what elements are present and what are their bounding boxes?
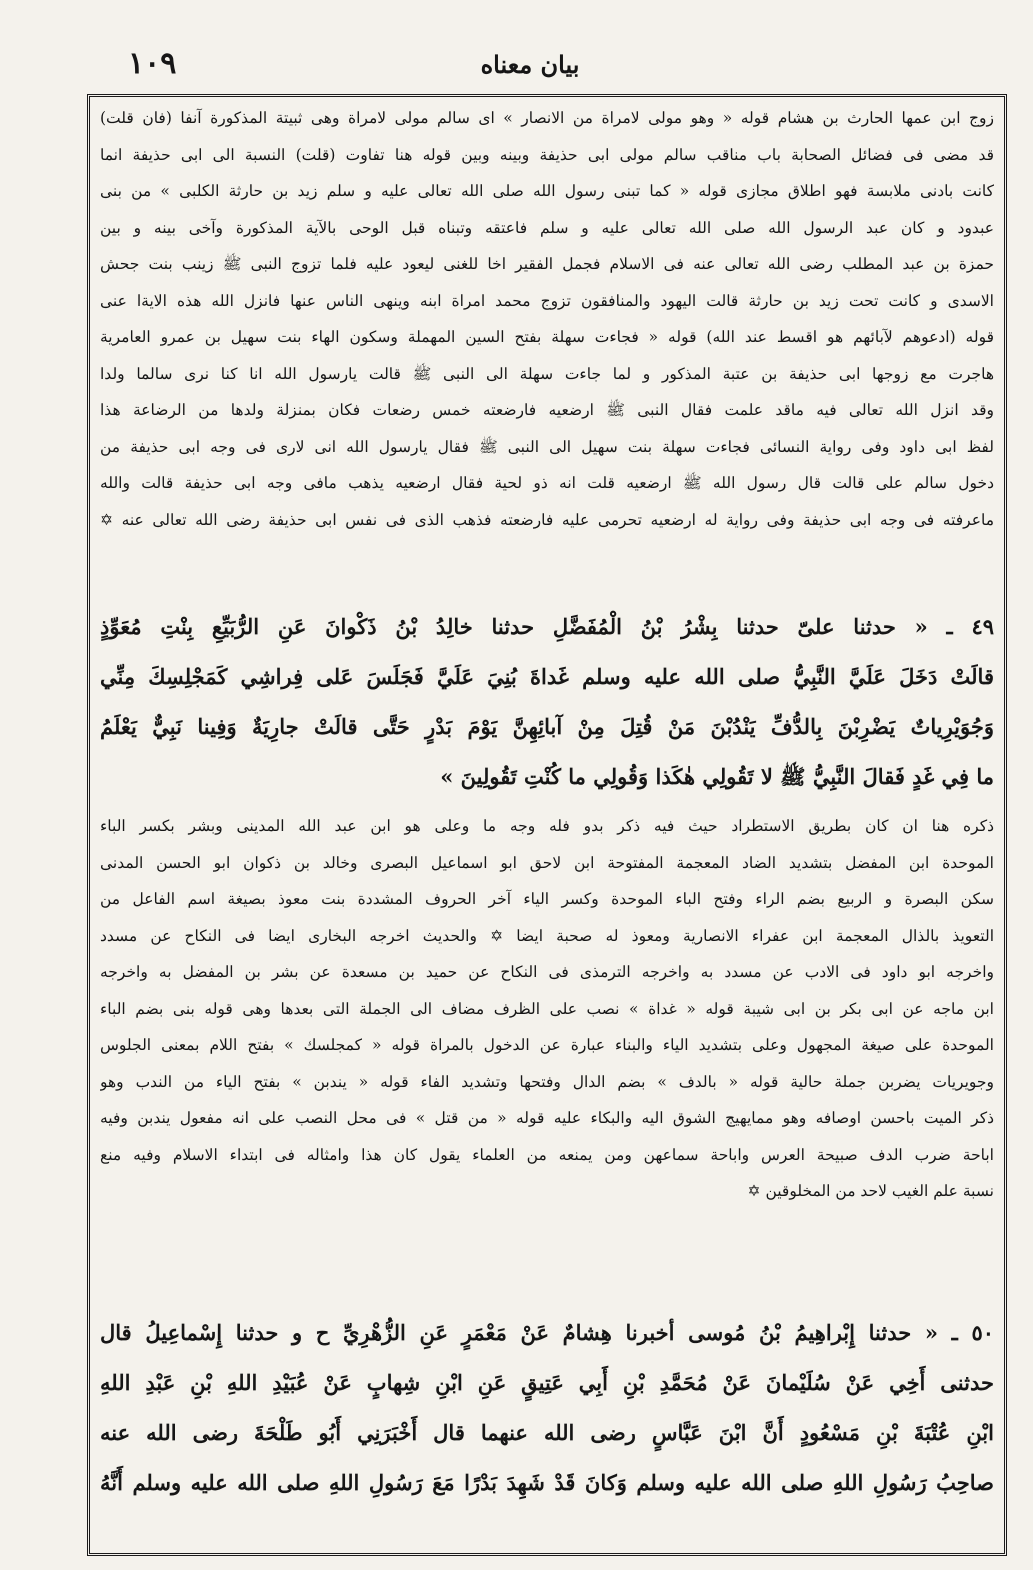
commentary-line: ذكر الميت باحسن اوصافه وهو ممايهيج الشوق اليه والبكاء عليه قوله « من قتل » فى محل النصب على انه مفعول يندبن وفيه: [100, 1109, 994, 1127]
hadith-line: قالَتْ دَخَلَ عَلَيَّ النَّبِيُّ صلى الله عليه وسلم غَداةَ بُنِيَ عَلَيَّ فَجَلَسَ عَلى فِراشِي كَمَجْلِسِكَ مِنِّي: [100, 664, 994, 689]
commentary-line: ابن ماجه عن ابى بكر بن ابى شيبة قوله « غداة » نصب على الظرف مضاف الى الجملة التى بعدها وهى قوله بنى بضم الباء: [100, 999, 994, 1018]
commentary-line: الموحدة على صيغة المجهول وعلى بتشديد الياء والبناء عبارة عن الدخول بالمراة قوله « كمجلسك » بفتح اللام بمعنى الجلوس: [100, 1036, 994, 1054]
commentary-line: قد مضى فى فضائل الصحابة باب مناقب سالم مولى ابى حذيفة وبينه وبين قوله هنا تفاوت (قلت) النسبة الى ابى حذيفة انما: [100, 145, 994, 164]
commentary-line: وقد انزل الله تعالى فيه ماقد علمت فقال النبى ﷺ ارضعيه فارضعته خمس رضعات فكان بمنزلة ولدها من الرضاعة هذا: [100, 401, 994, 419]
commentary-line: كانت بادنى ملابسة فهو اطلاق مجازى قوله « كما تبنى رسول الله صلى الله تعالى عليه و سلم زيد بن حارثة الكلبى » من بنى: [100, 182, 994, 200]
hadith-49: [100, 602, 994, 802]
hadith-line: ما فِي غَدٍ فَقالَ النَّبِيُّ ﷺ لا تَقُولِي هٰكَذا وَقُولِي ما كُنْتِ تَقُولِينَ »: [440, 764, 994, 789]
commentary-line: لفظ ابى داود وفى رواية النسائى فجاءت سهلة بنت سهيل الى النبى ﷺ فقال يارسول الله انى لارى فى وجه ابى حذيفة من: [100, 437, 994, 456]
commentary-line: الاسدى و كانت تحت زيد بن حارثة قالت اليهود والمنافقون تزوج محمد امراة ابنه وينهى الناس عنها فانزل الله هذه الايةا عنى: [100, 291, 994, 310]
commentary-line: ماعرفته فى وجه ابى حذيفة وفى رواية له ارضعيه تحرمى عليه فارضعته فذهب الذى فى نفس ابى حذيفة رضى الله تعالى عنه ✡: [100, 510, 994, 529]
page-header: [0, 0, 1033, 92]
hadith-line: ابْنِ عُتْبَةَ بْنِ مَسْعُودٍ أَنَّ ابْنَ عَبَّاسٍ رضى الله عنهما قال أَخْبَرَنِي أَبُو طَلْحَةَ رضى الله عنه: [100, 1420, 994, 1445]
hadith-line: وَجُوَيْرِياتٌ يَضْرِبْنَ بِالدُّفِّ يَنْدُبْنَ مَنْ قُتِلَ مِنْ آبائِهِنَّ يَوْمَ بَدْرٍ حَتَّى قالَتْ جارِيَةٌ وَفِينا نَبِيٌّ يَعْلَمُ: [100, 714, 994, 739]
commentary-line: حمزة بن عبد المطلب رضى الله تعالى عنه فى الاسلام فجمل الفقير اخا للغنى ليعود عليه فلما تزوج النبى ﷺ زينب بنت جحش: [100, 255, 994, 273]
hadith-line: ٤٩ ـ « حدثنا علىّ حدثنا بِشْرُ بْنُ الْمُفَضَّلِ حدثنا خالِدُ بْنُ ذَكْوانَ عَنِ الرُّبَيِّعِ بِنْتِ مُعَوِّذٍ: [100, 614, 994, 639]
page-number: ١٠٩: [128, 46, 177, 81]
commentary-line: واخرجه ابو داود فى الادب عن مسدد به واخرجه الترمذى فى النكاح عن حميد بن مسعدة عن بشر بن المفضل به واخرجه: [100, 963, 994, 981]
commentary-line: سكن البصرة و الربيع بضم الراء وفتح الباء الموحدة وكسر الياء آخر الحروف المشددة بنت معوذ بصيغة اسم الفاعل من: [100, 890, 994, 908]
commentary-line: الموحدة ابن المفضل بتشديد الضاد المعجمة المفتوحة ابن لاحق ابو اسماعيل البصرى وخالد بن ذكوان ابو الحسن المدنى: [100, 853, 994, 872]
commentary-line: عبدود و كان عبد الرسول الله صلى الله تعالى عليه و سلم فاعتقه وتبناه قبل الوحى بالآية المذكورة وآخى بينه و بين: [100, 218, 994, 237]
commentary-line: ذكره هنا ان كان بطريق الاستطراد حيث فيه ذكر بدو فله وجه ما وعلى هو ابن عبد الله المدينى وبشر بكسر الباء: [100, 817, 994, 835]
commentary-line: اباحة ضرب الدف صبيحة العرس واباحة سماعهن ومن يمنعه من العلماء يقول كان هذا وامثاله فى ابتداء الاسلام وفيه منع: [100, 1145, 994, 1164]
hadith-50: [100, 1308, 994, 1508]
commentary-line: هاجرت مع زوجها ابى حذيفة بن عتبة المذكور و لما جاءت سهلة الى النبى ﷺ قالت يارسول الله انا كنا نرى سالما ولدا: [100, 364, 994, 383]
commentary-line: زوج ابن عمها الحارث بن هشام قوله « وهو مولى لامراة من الانصار » اى سالم مولى لامراة وهى ثبيتة المذكورة آنفا (فان قلت): [100, 109, 994, 127]
commentary-line: التعويذ بالذال المعجمة ابن عفراء الانصارية ومعوذ له صحبة ايضا ✡ والحديث اخرجه البخارى ايضا فى النكاح عن مسدد: [100, 926, 994, 945]
commentary-line: نسبة علم الغيب لاحد من المخلوقين ✡: [747, 1182, 994, 1200]
hadith-line: ٥٠ ـ « حدثنا إِبْراهِيمُ بْنُ مُوسى أخبرنا هِشامٌ عَنْ مَعْمَرٍ عَنِ الزُّهْرِيِّ ح و حدثنا إِسْماعِيلُ قال: [100, 1320, 994, 1345]
hadith-line: حدثنى أَخِي عَنْ سُلَيْمانَ عَنْ مُحَمَّدِ بْنِ أَبِي عَتِيقٍ عَنِ ابْنِ شِهابٍ عَنْ عُبَيْدِ اللهِ بْنِ عَبْدِ اللهِ: [100, 1370, 994, 1395]
commentary-block-1: [100, 100, 994, 538]
commentary-block-2: [100, 808, 994, 1210]
running-title: بيان معناه: [480, 50, 580, 79]
commentary-line: قوله (ادعوهم لآبائهم هو اقسط عند الله) قوله « فجاءت سهلة بفتح السين المهملة وسكون الهاء بنت سهيل بن عمرو العامرية: [100, 328, 994, 346]
commentary-line: دخول سالم على قالت قال رسول الله ﷺ ارضعيه قلت انه ذو لحية فقال ارضعيه يذهب مافى وجه ابى حذيفة قالت والله: [100, 474, 994, 492]
commentary-line: وجويريات يضربن جملة حالية قوله « بالدف » بضم الدال وفتحها وتشديد الفاء قوله « يندبن » بفتح الياء من الندب وهو: [100, 1072, 994, 1091]
hadith-line: صاحِبُ رَسُولِ اللهِ صلى الله عليه وسلم وَكانَ قَدْ شَهِدَ بَدْرًا مَعَ رَسُولِ اللهِ صلى الله عليه وسلم أَنَّهُ: [100, 1470, 994, 1495]
